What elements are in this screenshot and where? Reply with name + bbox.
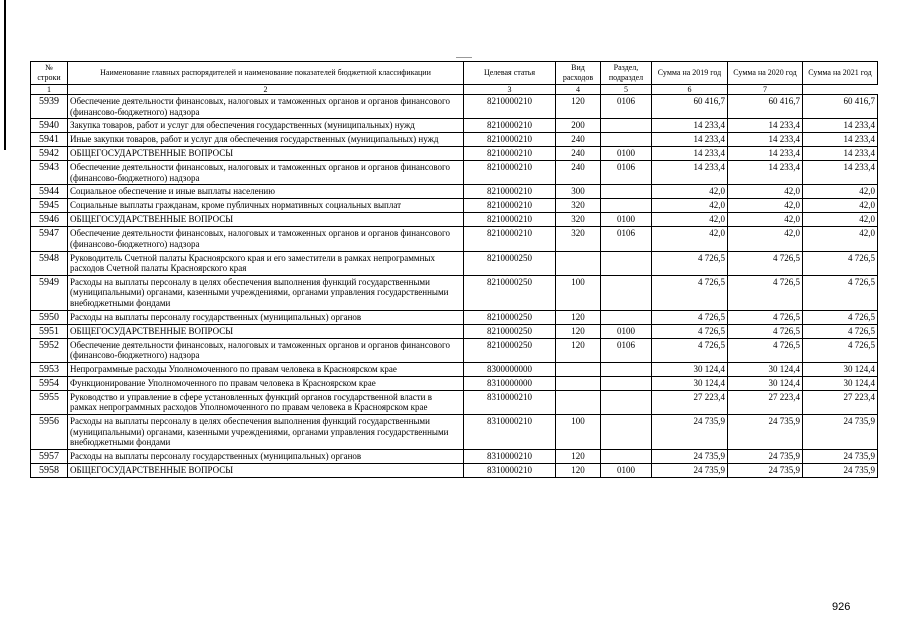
sum-2020: 42,0 [728,185,803,199]
target-article: 8210000210 [464,213,556,227]
section-code [601,362,652,376]
row-name: Обеспечение деятельности финансовых, налоговых и таможенных органов и органов финансового (финансово-бюджетного) надзора [68,227,464,251]
sum-2019: 30 124,4 [652,376,728,390]
row-name: Обеспечение деятельности финансовых, налоговых и таможенных органов и органов финансового (финансово-бюджетного) надзора [68,338,464,362]
target-article: 8310000210 [464,414,556,449]
expense-type: 240 [556,133,601,147]
target-article: 8210000210 [464,227,556,251]
table-row [31,376,878,390]
expense-type: 120 [556,310,601,324]
page-number: 926 [832,601,851,613]
sum-2021: 14 233,4 [803,133,878,147]
budget-table [30,61,878,478]
expense-type: 120 [556,463,601,477]
header-sum-2020: Сумма на 2020 год [728,62,803,85]
sum-2021: 27 223,4 [803,390,878,414]
sum-2021: 42,0 [803,185,878,199]
section-code [601,390,652,414]
target-article: 8310000210 [464,390,556,414]
row-name: ОБЩЕГОСУДАРСТВЕННЫЕ ВОПРОСЫ [68,147,464,161]
target-article: 8210000210 [464,133,556,147]
table-row [31,185,878,199]
line-number: 5948 [31,251,68,275]
section-code: 0106 [601,338,652,362]
section-code: 0106 [601,161,652,185]
target-article: 8210000250 [464,251,556,275]
row-name: Расходы на выплаты персоналу в целях обеспечения выполнения функций государственными (муниципальными) органами, казенными учреждениями, органами управления государственными внебюджетными фондами [68,275,464,310]
section-code [601,119,652,133]
line-number: 5957 [31,449,68,463]
table-row [31,251,878,275]
sum-2020: 24 735,9 [728,463,803,477]
line-number: 5939 [31,95,68,119]
target-article: 8210000210 [464,185,556,199]
row-name: ОБЩЕГОСУДАРСТВЕННЫЕ ВОПРОСЫ [68,213,464,227]
line-number: 5954 [31,376,68,390]
header-name: Наименование главных распорядителей и наименование показателей бюджетной классификации [68,62,464,85]
expense-type [556,251,601,275]
sum-2020: 4 726,5 [728,338,803,362]
line-number: 5943 [31,161,68,185]
sum-2020: 4 726,5 [728,275,803,310]
sum-2021: 42,0 [803,227,878,251]
row-name: ОБЩЕГОСУДАРСТВЕННЫЕ ВОПРОСЫ [68,463,464,477]
sum-2020: 42,0 [728,199,803,213]
sum-2020: 30 124,4 [728,362,803,376]
column-number: 3 [464,85,556,95]
sum-2019: 4 726,5 [652,251,728,275]
line-number: 5953 [31,362,68,376]
sum-2020: 14 233,4 [728,133,803,147]
table-row [31,362,878,376]
section-code [601,449,652,463]
section-code: 0100 [601,324,652,338]
expense-type [556,390,601,414]
sum-2021: 42,0 [803,199,878,213]
table-row [31,463,878,477]
table-header [31,62,878,95]
row-name: Расходы на выплаты персоналу государственных (муниципальных) органов [68,449,464,463]
table-row [31,324,878,338]
target-article: 8210000250 [464,275,556,310]
line-number: 5956 [31,414,68,449]
sum-2020: 14 233,4 [728,161,803,185]
sum-2020: 42,0 [728,213,803,227]
section-code [601,414,652,449]
column-number: 6 [652,85,728,95]
sum-2019: 14 233,4 [652,147,728,161]
table-row [31,147,878,161]
table-row [31,95,878,119]
line-number: 5958 [31,463,68,477]
target-article: 8210000250 [464,338,556,362]
line-number: 5947 [31,227,68,251]
line-number: 5952 [31,338,68,362]
section-code [601,376,652,390]
table-row [31,414,878,449]
row-name: Обеспечение деятельности финансовых, налоговых и таможенных органов и органов финансового (финансово-бюджетного) надзора [68,161,464,185]
expense-type: 320 [556,213,601,227]
sum-2021: 30 124,4 [803,376,878,390]
target-article: 8210000210 [464,161,556,185]
row-name: Непрограммные расходы Уполномоченного по правам человека в Красноярском крае [68,362,464,376]
sum-2020: 42,0 [728,227,803,251]
header-sum-2021: Сумма на 2021 год [803,62,878,85]
sum-2019: 24 735,9 [652,463,728,477]
sum-2020: 4 726,5 [728,251,803,275]
table-row [31,390,878,414]
row-name: Социальное обеспечение и иные выплаты населению [68,185,464,199]
line-number: 5945 [31,199,68,213]
row-name: ОБЩЕГОСУДАРСТВЕННЫЕ ВОПРОСЫ [68,324,464,338]
sum-2020: 27 223,4 [728,390,803,414]
table-row [31,199,878,213]
line-number: 5950 [31,310,68,324]
expense-type [556,362,601,376]
table-body [31,95,878,478]
sum-2019: 42,0 [652,199,728,213]
section-code [601,310,652,324]
sum-2020: 24 735,9 [728,449,803,463]
column-number: 5 [601,85,652,95]
expense-type: 320 [556,199,601,213]
section-code: 0106 [601,227,652,251]
row-name: Обеспечение деятельности финансовых, налоговых и таможенных органов и органов финансового (финансово-бюджетного) надзора [68,95,464,119]
header-line-number: № строки [31,62,68,85]
line-number: 5941 [31,133,68,147]
sum-2019: 4 726,5 [652,338,728,362]
sum-2019: 60 416,7 [652,95,728,119]
expense-type: 120 [556,338,601,362]
section-code: 0100 [601,463,652,477]
line-number: 5942 [31,147,68,161]
target-article: 8210000210 [464,95,556,119]
sum-2021: 30 124,4 [803,362,878,376]
row-name: Расходы на выплаты персоналу государственных (муниципальных) органов [68,310,464,324]
sum-2019: 42,0 [652,213,728,227]
expense-type: 320 [556,227,601,251]
table-row [31,449,878,463]
sum-2021: 14 233,4 [803,147,878,161]
sum-2020: 4 726,5 [728,324,803,338]
section-code [601,133,652,147]
target-article: 8210000210 [464,199,556,213]
table-row [31,338,878,362]
line-number: 5955 [31,390,68,414]
sum-2021: 4 726,5 [803,310,878,324]
header-expense-type: Вид расходов [556,62,601,85]
expense-type: 240 [556,161,601,185]
sum-2019: 30 124,4 [652,362,728,376]
column-number: 7 [728,85,803,95]
target-article: 8310000210 [464,463,556,477]
row-name: Социальные выплаты гражданам, кроме публичных нормативных социальных выплат [68,199,464,213]
sum-2021: 24 735,9 [803,463,878,477]
header-sum-2019: Сумма на 2019 год [652,62,728,85]
table-row [31,275,878,310]
sum-2019: 24 735,9 [652,449,728,463]
expense-type [556,376,601,390]
row-name: Функционирование Уполномоченного по правам человека в Красноярском крае [68,376,464,390]
line-number: 5946 [31,213,68,227]
target-article: 8210000250 [464,324,556,338]
section-code: 0100 [601,213,652,227]
expense-type: 200 [556,119,601,133]
sum-2021: 14 233,4 [803,119,878,133]
table-row [31,310,878,324]
table-row [31,119,878,133]
target-article: 8210000250 [464,310,556,324]
sum-2020: 24 735,9 [728,414,803,449]
expense-type: 120 [556,449,601,463]
sum-2019: 4 726,5 [652,310,728,324]
line-number: 5944 [31,185,68,199]
target-article: 8210000210 [464,119,556,133]
sum-2021: 4 726,5 [803,251,878,275]
expense-type: 300 [556,185,601,199]
sum-2019: 4 726,5 [652,275,728,310]
expense-type: 120 [556,95,601,119]
table-row [31,227,878,251]
sum-2020: 4 726,5 [728,310,803,324]
sum-2021: 14 233,4 [803,161,878,185]
sum-2021: 4 726,5 [803,275,878,310]
sum-2019: 14 233,4 [652,161,728,185]
sum-2020: 30 124,4 [728,376,803,390]
sum-2020: 14 233,4 [728,147,803,161]
row-name: Руководитель Счетной палаты Красноярского края и его заместители в рамках непрограммных расходов Счетной палаты Красноярского края [68,251,464,275]
section-code [601,185,652,199]
line-number: 5940 [31,119,68,133]
header-section: Раздел, подраздел [601,62,652,85]
sum-2019: 24 735,9 [652,414,728,449]
sum-2021: 42,0 [803,213,878,227]
line-number: 5949 [31,275,68,310]
sum-2020: 60 416,7 [728,95,803,119]
top-mark [456,57,472,58]
section-code [601,199,652,213]
section-code [601,251,652,275]
table-row [31,133,878,147]
expense-type: 100 [556,275,601,310]
sum-2019: 27 223,4 [652,390,728,414]
table-row [31,161,878,185]
section-code: 0100 [601,147,652,161]
column-number: 2 [68,85,464,95]
expense-type: 120 [556,324,601,338]
row-name: Руководство и управление в сфере установленных функций органов государственной власти в рамках непрограммных расходов Уполномоченного по правам человека в Красноярском крае [68,390,464,414]
expense-type: 240 [556,147,601,161]
row-name: Расходы на выплаты персоналу в целях обеспечения выполнения функций государственными (муниципальными) органами, казенными учреждениями, органами управления государственными внебюджетными фондами [68,414,464,449]
sum-2019: 14 233,4 [652,133,728,147]
sum-2019: 14 233,4 [652,119,728,133]
table-row [31,213,878,227]
sum-2021: 60 416,7 [803,95,878,119]
target-article: 8310000210 [464,449,556,463]
sum-2019: 4 726,5 [652,324,728,338]
header-column-numbers [31,85,878,95]
sum-2019: 42,0 [652,227,728,251]
expense-type: 100 [556,414,601,449]
section-code: 0106 [601,95,652,119]
target-article: 8300000000 [464,362,556,376]
left-margin-rule [4,0,6,150]
sum-2021: 24 735,9 [803,414,878,449]
column-number: 4 [556,85,601,95]
sum-2021: 4 726,5 [803,324,878,338]
sum-2021: 4 726,5 [803,338,878,362]
column-number: 1 [31,85,68,95]
row-name: Закупка товаров, работ и услуг для обеспечения государственных (муниципальных) нужд [68,119,464,133]
row-name: Иные закупки товаров, работ и услуг для обеспечения государственных (муниципальных) нужд [68,133,464,147]
line-number: 5951 [31,324,68,338]
sum-2020: 14 233,4 [728,119,803,133]
sum-2019: 42,0 [652,185,728,199]
header-target-article: Целевая статья [464,62,556,85]
section-code [601,275,652,310]
target-article: 8310000000 [464,376,556,390]
target-article: 8210000210 [464,147,556,161]
sum-2021: 24 735,9 [803,449,878,463]
